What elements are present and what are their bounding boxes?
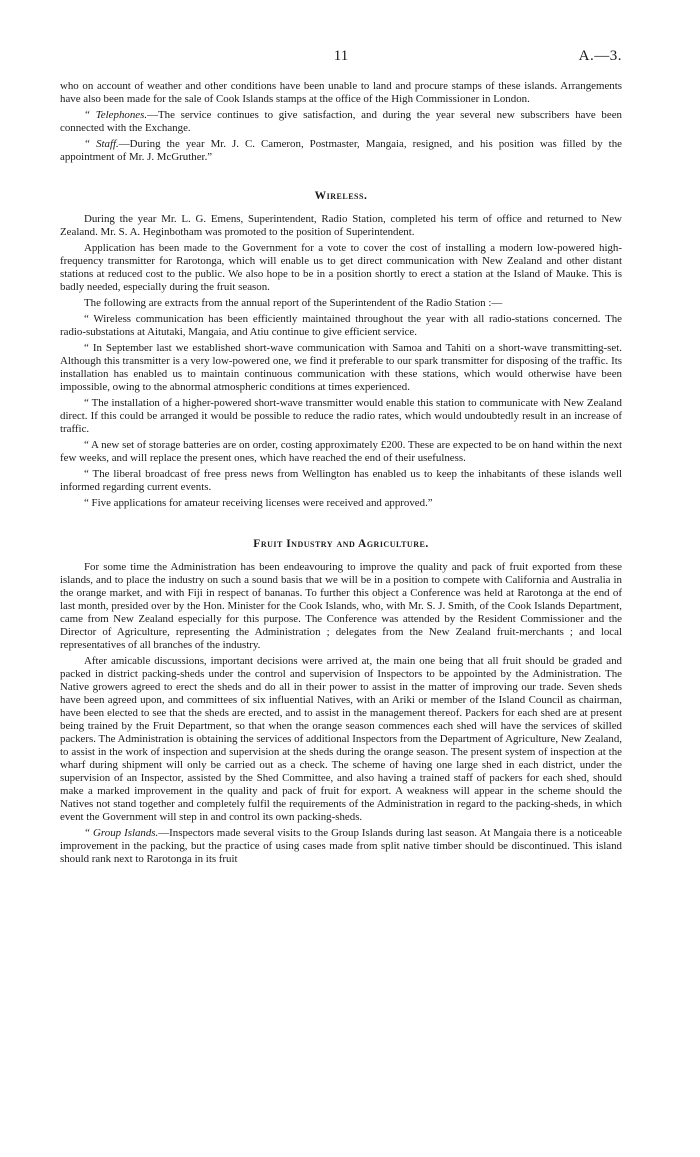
group-islands-lead: “ Group Islands. (84, 827, 159, 839)
paragraph: “ A new set of storage batteries are on order, costing approximately £200. These are expected to be on hand within the next few weeks, and will replace the present ones, which have reached the end of their usefulness. (60, 439, 622, 464)
paragraph: Application has been made to the Government for a vote to cover the cost of installing a modern low-powered high-frequency transmitter for Rarotonga, which will enable us to get direct communication with New Zealand and other distant stations at reduced cost to the public. We also hope to be in a position shortly to erect a station at the Island of Mauke. This is badly needed, especially during the fruit season. (60, 242, 622, 293)
staff-lead: “ Staff. (84, 138, 119, 150)
section-heading-wireless: Wireless. (314, 190, 368, 202)
paragraph: “ In September last we established short-wave communication with Samoa and Tahiti on a short-wave transmitting-set. Although this transmitter is a very low-powered one, we find it preferable to our spark transmitter for disposing of the traffic. Its installation has enabled us to maintain continuous communication with these stations, which would otherwise have been impossible, owing to the abnormal atmospheric conditions at times experienced. (60, 342, 622, 393)
telephones-lead: “ Telephones. (84, 109, 148, 121)
paragraph: “ Five applications for amateur receiving licenses were received and approved.” (84, 497, 433, 509)
paragraph-staff (60, 138, 622, 164)
paragraph-stamps: who on account of weather and other conditions have been unable to land and procure stamps of these islands. Arrangements have also been made for the sale of Cook Islands stamps at the office of the High Commissioner in London. (60, 80, 622, 105)
paragraph: After amicable discussions, important decisions were arrived at, the main one being that all fruit should be graded and packed in district packing-sheds under the control and supervision of Inspectors to be appointed by the Administration. The Native growers agreed to erect the sheds and do all in their power to assist in the matter of improving our trade. Seven sheds have been agreed upon, and committees of six influential Natives, with an Ariki or member of the Island Council as chairman, have been elected to see that the sheds are erected, and to assist in the management thereof. Packers for each shed are at present being trained by the Fruit Department, so that when the orange season commences each shed will have the services of skilled packers. The Administration is obtaining the services of additional Inspectors from the Department of Agriculture, New Zealand, to assist in the work of inspection and supervision at the sheds during the orange season. The present system of inspection at the wharf during shipment will only be carried out as a check. The scheme of having one large shed in each district, under the supervision of an Inspector, assisted by the Shed Committee, and also having a trained staff of packers for each shed, should make a marked improvement in the quality and pack of fruit for export. A weakness will appear in the scheme should the Natives not stand together and completely fulfil the requirements of the Administration in regard to the packing-sheds, in which event the Government will step in and control its own packing-sheds. (60, 655, 622, 823)
section-heading-fruit-industry: Fruit Industry and Agriculture. (253, 538, 429, 550)
document-body (60, 80, 622, 869)
paragraph-telephones (60, 109, 622, 135)
page-number: 11 (333, 48, 349, 64)
staff-text: —During the year Mr. J. C. Cameron, Postmaster, Mangaia, resigned, and his position was filled by the appointment of Mr. J. McGruther.” (60, 138, 622, 163)
document-reference: A.—3. (578, 48, 622, 64)
paragraph: “ The installation of a higher-powered short-wave transmitter would enable this station to communicate with New Zealand direct. If this could be arranged it would be possible to reduce the radio rates, which would undoubtedly result in an increase of traffic. (60, 397, 622, 435)
page-header (60, 48, 622, 68)
paragraph: During the year Mr. L. G. Emens, Superintendent, Radio Station, completed his term of office and returned to New Zealand. Mr. S. A. Heginbotham was promoted to the position of Superintendent. (60, 213, 622, 238)
paragraph: For some time the Administration has been endeavouring to improve the quality and pack of fruit exported from these islands, and to place the industry on such a sound basis that we will be in a position to compete with California and Australia in the orange market, and with Fiji in respect of bananas. To further this object a Conference was held at Rarotonga at the end of last month, presided over by the Hon. Minister for the Cook Islands, who, with Mr. S. J. Smith, of the Cook Islands Department, came from New Zealand especially for this purpose. The Conference was attended by the Resident Commissioner and the Director of Agriculture, representing the Administration ; delegates from the New Zealand fruit-merchants ; and local representatives of all branches of the industry. (60, 561, 622, 651)
paragraph: “ The liberal broadcast of free press news from Wellington has enabled us to keep the inhabitants of these islands well informed regarding current events. (60, 468, 622, 493)
paragraph: The following are extracts from the annual report of the Superintendent of the Radio Station :— (84, 297, 503, 309)
paragraph: “ Wireless communication has been efficiently maintained throughout the year with all radio-stations concerned. The radio-substations at Aitutaki, Mangaia, and Atiu continue to give efficient service. (60, 313, 622, 338)
paragraph-group-islands (60, 827, 622, 866)
group-islands-text: —Inspectors made several visits to the Group Islands during last season. At Mangaia there is a noticeable improvement in the packing, but the practice of using cases made from split native timber should be discontinued. This island should rank next to Rarotonga in its fruit (60, 827, 622, 865)
telephones-text: —The service continues to give satisfaction, and during the year several new subscribers have been connected with the Exchange. (60, 109, 622, 134)
